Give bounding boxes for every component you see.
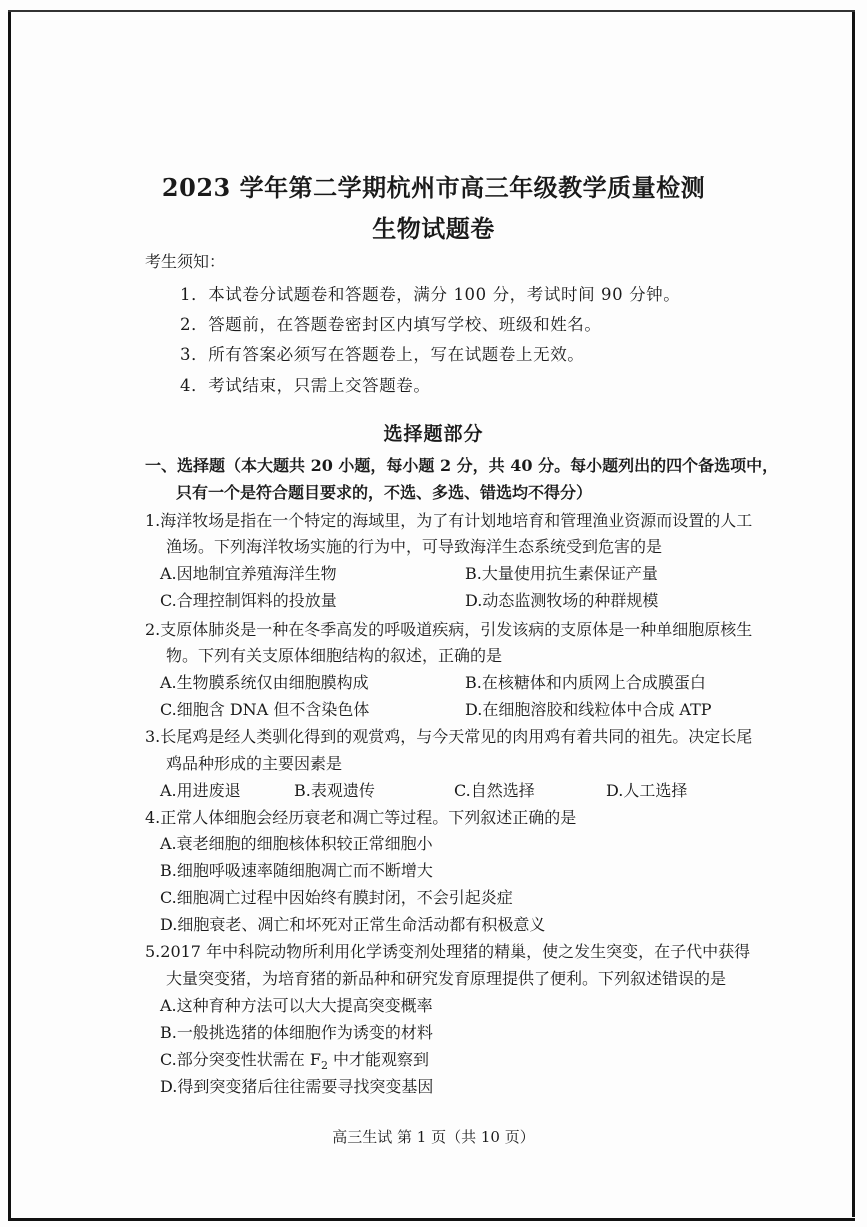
option-b: B.大量使用抗生素保证产量 [465, 564, 658, 583]
option-b: B.细胞呼吸速率随细胞凋亡而不断增大 [160, 861, 433, 880]
option-c-text-end: 中才能观察到 [327, 1050, 430, 1069]
option-a: A.生物膜系统仅由细胞膜构成 [160, 673, 369, 692]
instructions-cont: 只有一个是符合题目要求的，不选、多选、错选均不得分） [176, 483, 593, 502]
notes-heading: 考生须知： [145, 252, 226, 271]
option-d: D.人工选择 [606, 781, 688, 800]
note-item: 4．考试结束，只需上交答题卷。 [180, 376, 431, 395]
option-a: A.衰老细胞的细胞核体积较正常细胞小 [160, 834, 433, 853]
option-c: C.合理控制饵料的投放量 [160, 591, 337, 610]
question-stem: 4.正常人体细胞会经历衰老和凋亡等过程。下列叙述正确的是 [145, 808, 577, 827]
option-b: B.表观遗传 [294, 781, 375, 800]
option-a: A.用进废退 [160, 781, 241, 800]
exam-subtitle: 生物试题卷 [372, 214, 495, 243]
option-a: A.因地制宜养殖海洋生物 [160, 564, 337, 583]
scan-border-bottom [8, 1218, 855, 1221]
question-stem-cont: 大量突变猪，为培育猪的新品种和研究发育原理提供了便利。下列叙述错误的是 [166, 969, 727, 988]
note-item: 2．答题前，在答题卷密封区内填写学校、班级和姓名。 [180, 315, 602, 334]
question-stem-cont: 鸡品种形成的主要因素是 [166, 754, 343, 773]
note-item: 1．本试卷分试题卷和答题卷，满分 100 分，考试时间 90 分钟。 [180, 285, 681, 304]
option-d: D.得到突变猪后往往需要寻找突变基因 [160, 1077, 434, 1096]
question-stem: 5.2017 年中科院动物所利用化学诱变剂处理猪的精巢，使之发生突变，在子代中获得 [145, 942, 751, 961]
question-stem-cont: 渔场。下列海洋牧场实施的行为中，可导致海洋生态系统受到危害的是 [166, 537, 663, 556]
question-stem: 3.长尾鸡是经人类驯化得到的观赏鸡，与今天常见的肉用鸡有着共同的祖先。决定长尾 [145, 727, 753, 746]
option-c: C.细胞凋亡过程中因始终有膜封闭，不会引起炎症 [160, 888, 513, 907]
subscript-2: 2 [320, 1059, 328, 1073]
option-c: C.自然选择 [454, 781, 535, 800]
section-title: 选择题部分 [383, 423, 484, 445]
option-a: A.这种育种方法可以大大提高突变概率 [160, 996, 433, 1015]
option-b: B.在核糖体和内质网上合成膜蛋白 [465, 673, 706, 692]
option-d: D.细胞衰老、凋亡和坏死对正常生命活动都有积极意义 [160, 915, 546, 934]
note-item: 3．所有答案必须写在答题卷上，写在试题卷上无效。 [180, 345, 585, 364]
option-d: D.动态监测牧场的种群规模 [465, 591, 659, 610]
option-c: C.细胞含 DNA 但不含染色体 [160, 700, 370, 719]
question-stem: 1.海洋牧场是指在一个特定的海域里，为了有计划地培育和管理渔业资源而设置的人工 [145, 511, 753, 530]
scan-border-top [8, 10, 855, 12]
option-b: B.一般挑选猪的体细胞作为诱变的材料 [160, 1023, 433, 1042]
option-c [160, 1050, 429, 1076]
page-footer: 高三生试 第 1 页（共 10 页） [332, 1128, 535, 1146]
option-c-text: C.部分突变性状需在 F [160, 1050, 321, 1069]
instructions: 一、选择题（本大题共 20 小题，每小题 2 分，共 40 分。每小题列出的四个备选项中， [145, 456, 779, 475]
question-stem: 2.支原体肺炎是一种在冬季高发的呼吸道疾病，引发该病的支原体是一种单细胞原核生 [145, 620, 753, 639]
option-d: D.在细胞溶胶和线粒体中合成 ATP [465, 700, 712, 719]
question-stem-cont: 物。下列有关支原体细胞结构的叙述，正确的是 [166, 646, 503, 665]
exam-title: 2023 学年第二学期杭州市高三年级教学质量检测 [161, 173, 706, 202]
